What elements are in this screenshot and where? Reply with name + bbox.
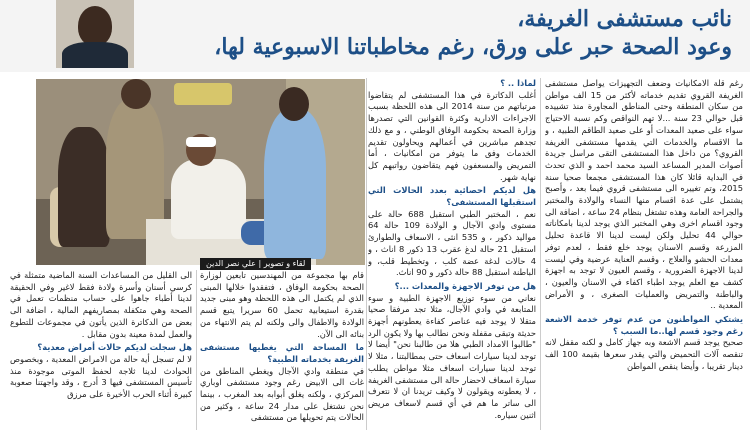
answer-paragraph: نعم ، المختبر الطبي استقبل 688 حالة على مستوى وادي الآجال و الولادة 109 حالة 64 مواليد ذكور ، و 535 انثى ، الاسعاف والطوارئ استقبل 21 حالة لدغ عقرب 13 ذكور 8 اناث ، و 4 حالات لدغة عضة كلب ، وتخطيط قلب، و الباطنة استقبل 88 حالة ذكور و 90 اناث.	[368, 208, 536, 278]
author-portrait	[56, 0, 134, 68]
question-heading: هل سجلت لديكم حالات أمراض معدية؟	[37, 342, 192, 353]
question-heading: ما المساحة التي يغطيها مستشفى الغريفة بخدماته الطبية؟	[200, 342, 364, 364]
column-divider	[196, 270, 197, 430]
article-column-middle	[368, 78, 536, 430]
portrait-head	[78, 6, 112, 46]
headline-line-1: نائب مستشفى الغريفة،	[517, 6, 732, 32]
photo-patient	[171, 159, 246, 239]
answer-paragraph: نعاني من سوء توزيع الاجهزة الطبية و سوء المتابعة في وادي الآجال، مثلا تجد مرفقا صحيا متقلا لا يوجد فيه عناصر كفاءة يعطونهم أجهزة حديثة وتبقى مقفلة ونحن نطالب بها ولا يكون الرد "طالبوا الامداد الطبي هلا من طالبنا نحن" أيضا لا توجد لدينا سيارات اسعاف حتى بمطالبتنا ، مثلا لا توجد لدينا سيارات اسعاف مثلا مواطن يطلب سيارة اسعاف لاحضار حالة الى مستشفى الغريفة ، لا يعطونه ويقولون لا وكيف تريدنا ان لا نتعرف الى ساتر ما هم في أي قسم لاسعاف مريض اثنين سياره.	[368, 292, 536, 420]
photo-standing-man	[106, 99, 164, 239]
answer-paragraph: في منطقة وادي الآجال ويغطي المناطق من غات الى الابيض رغم وجود مستشفى اوباري المركزي ، ولكنه يغلق أبوابه بعد المغرب ، بينما نحن نشتغل على مدار 24 ساعة ، وكثير من الحالات يتم تحويلها من مستشفى	[200, 365, 364, 423]
answer-paragraph: لا لم تسجل أية حالة من الامراض المعدية ، وبخصوص الحوادث لدينا ثلاجة لحفظ الموتى موجودة منذ تأسيس المستشفى فيها 3 أدرج ، وقد واجهتنا صعوبة كبيرة أثناء الحرب الأخيرة على مرزق	[10, 353, 192, 400]
article-column-right	[545, 78, 743, 430]
photo-doctor-head	[279, 87, 309, 121]
article-column-bottom-middle	[200, 270, 364, 430]
question-heading: لماذا .. ؟	[500, 78, 536, 88]
article-column-bottom-left	[10, 270, 192, 430]
portrait-shirt	[62, 42, 128, 68]
photo-doctor	[264, 109, 326, 259]
headline-line-2: وعود الصحة حبر على ورق، رغم مخاطباتنا الاسبوعية لها،	[214, 34, 732, 60]
answer-paragraph: أغلب الدكاترة في هذا المستشفى لم يتقاضوا مرتباتهم من سنة 2014 الى هذه اللحظة بسبب الاجراءات الادارية وكثرة القوانين التي تصدرها وزارة الصحة بحكومة الوفاق الوطني ، و مع ذلك تجدهم مباشرين في أعمالهم ويحاولون تقديم الخدمات وفق ما يتوفر من امكانيات ، أما التمريض والمسعفون فهم يتقاضون رواتبهم كل نهاية شهر.	[368, 89, 536, 182]
body-paragraph: رغم قلة الامكانيات وضعف التجهيزات يواصل مستشفى الغريفة القروي تقديم خدماته لأكثر من 15 الف مواطن من سكان المنطقة وحتى المناطق المجاورة منذ تشييده قبل حوالي 23 سنة ...لا تهم النواقص وكم نسبة الاحتياج سواء على صعيد المعدات أو على صعيد الطاقم الطبية ، و ما الاقسام والخدمات التي يقدمها مستشفى الغريفة القروي؟ من داخل هذا المستشفى التقى مراسل جريدة أصوات المدير المساعد السيد محمد احمد و الذي تحدث في البداية قائلا كان هذا المستشفى مجمعا صحيا سنة 2015، وتم تغييره الى مستشفى قروي فيما بعد ، وأصبح يشتمل على عدة اقسام منها النساء والولادة والمختبر والجراحة العامة وهذه تشتغل بنظام 24 ساعة ، اضافة الى وجود اقسام اخرى وهي المختبر الذي يوجد لدينا بامكاناته حوالي 44 تحليل ولكن ليست لدينا الا قاعدة تحليل المزرعة وقسم الاسنان يوجد خلع فقط ، لعدم توفر معدات الحشو والعلاج ، وقسم العناية عرضية وفي ليست لدينا الاجهزة الضرورية ، وقسم العيون لا توجد به اجهزة كشف مع العلم يوجد اطباء اكفاء في الاسنان والعيون ، والباطنة والتمريض والعمليات الصغرى ، و الأمراض المعدية ..	[545, 78, 743, 311]
photo-seated-woman	[58, 127, 110, 247]
answer-paragraph: صحيح يوجد قسم الاشعة وبه جهاز كامل و لكنه مقفل لانه تنقصه آلات التحميض والتي يقدر سعرها بقيمة 100 الف دينار تقريبا ، وأيضا ينقص المواطن	[545, 337, 743, 371]
column-divider	[366, 78, 367, 430]
body-paragraph: قام بها مجموعة من المهندسين تابعين لوزارة الصحة بحكومة الوفاق ، فتفقدوا خلالها المبنى الذي لم يكتمل الى هذه اللحظة وهو مبنى جديد بقدرة استيعابية تحمل 60 سريرا يتبع قسم الولادة والاطفال والى ولكنه لم يتم الانتهاء من بنائه الى الآن.	[200, 270, 364, 339]
question-heading: يشتكي المواطنون من عدم توفر خدمة الاشعة رغم وجود قسم لها..ما السبب ؟	[545, 314, 743, 336]
column-divider	[540, 78, 541, 430]
question-heading: هل لديكم احصائية بعدد الحالات التي استقبلها المستشفى؟	[368, 185, 536, 208]
photo-caption: لقاء و تصوير | علي نصر الدين	[200, 258, 311, 270]
photo-sign	[174, 83, 232, 105]
question-heading: هل من توفر الاجهزة والمعدات ...؟	[394, 280, 536, 291]
hospital-photo	[36, 79, 365, 265]
body-paragraph: الى القليل من المساعدات السنة الماضية متمثلة في كرسي أسنان وأسرة ولادة فقط لاغير وفي الحقيقة لدينا أطباء جاهوا على حساب منظمات تعمل في الصحة وهي متكفلة بمصاريفهم المالية ، اضافة الى بعض من الدكاترة الذين يأتون في مجموعات للتطوع والعمل لمدة معينة بدون مقابل .	[10, 270, 192, 339]
photo-head-bandage	[186, 137, 216, 147]
photo-standing-man-head	[121, 79, 151, 109]
